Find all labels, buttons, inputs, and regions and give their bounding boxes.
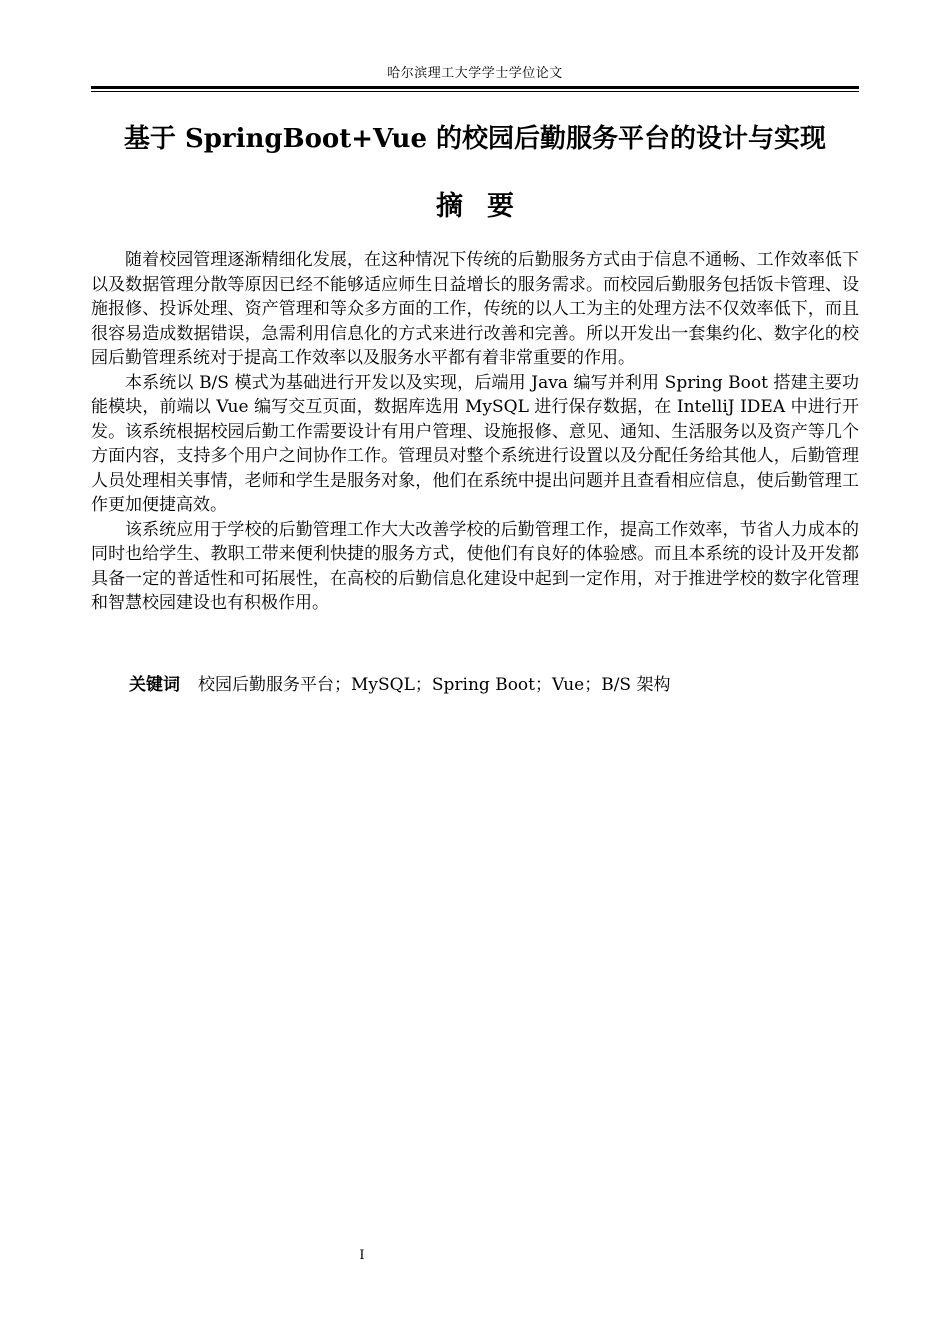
abstract-paragraph-3: 该系统应用于学校的后勤管理工作大大改善学校的后勤管理工作，提高工作效率，节省人力成本的同时也给学生、教职工带来便利快捷的服务方式，使他们有良好的体验感。而且本系统的设计及开发都具备一定的普适性和可拓展性，在高校的后勤信息化建设中起到一定作用，对于推进学校的数字化管理和智慧校园建设也有积极作用。: [91, 519, 859, 613]
abstract-heading: 摘要: [436, 191, 538, 222]
abstract-paragraph-2: 本系统以 B/S 模式为基础进行开发以及实现，后端用 Java 编写并利用 Spring Boot 搭建主要功能模块，前端以 Vue 编写交互页面，数据库选用 MySQL 进行保存数据，在 IntelliJ IDEA 中进行开发。该系统根据校园后勤工作需要设计有用户管理、设施报修、意见、通知、生活服务以及资产等几个方面内容，支持多个用户之间协作工作。管理员对整个系统进行设置以及分配任务给其他人，后勤管理人员处理相关事情，老师和学生是服务对象，他们在系统中提出问题并且查看相应信息，使后勤管理工作更加便捷高效。: [91, 372, 859, 515]
header-rule-thick: [91, 86, 859, 89]
page-number: I: [359, 1248, 365, 1263]
abstract-paragraph-1: 随着校园管理逐渐精细化发展，在这种情况下传统的后勤服务方式由于信息不通畅、工作效率低下以及数据管理分散等原因已经不能够适应师生日益增长的服务需求。而校园后勤服务包括饭卡管理、设施报修、投诉处理、资产管理和等众多方面的工作，传统的以人工为主的处理方法不仅效率低下，而且很容易造成数据错误，急需利用信息化的方式来进行改善和完善。所以开发出一套集约化、数字化的校园后勤管理系统对于提高工作效率以及服务水平都有着非常重要的作用。: [91, 250, 859, 368]
keywords-line: [129, 673, 859, 697]
header-rule-thin: [91, 91, 859, 92]
keywords-label: 关键词: [129, 675, 180, 695]
running-header: 哈尔滨理工大学学士学位论文: [387, 66, 563, 81]
keywords-text: 校园后勤服务平台；MySQL；Spring Boot；Vue；B/S 架构: [198, 675, 671, 695]
abstract-body: [91, 248, 859, 616]
thesis-title: 基于 SpringBoot+Vue 的校园后勤服务平台的设计与实现: [123, 124, 827, 154]
